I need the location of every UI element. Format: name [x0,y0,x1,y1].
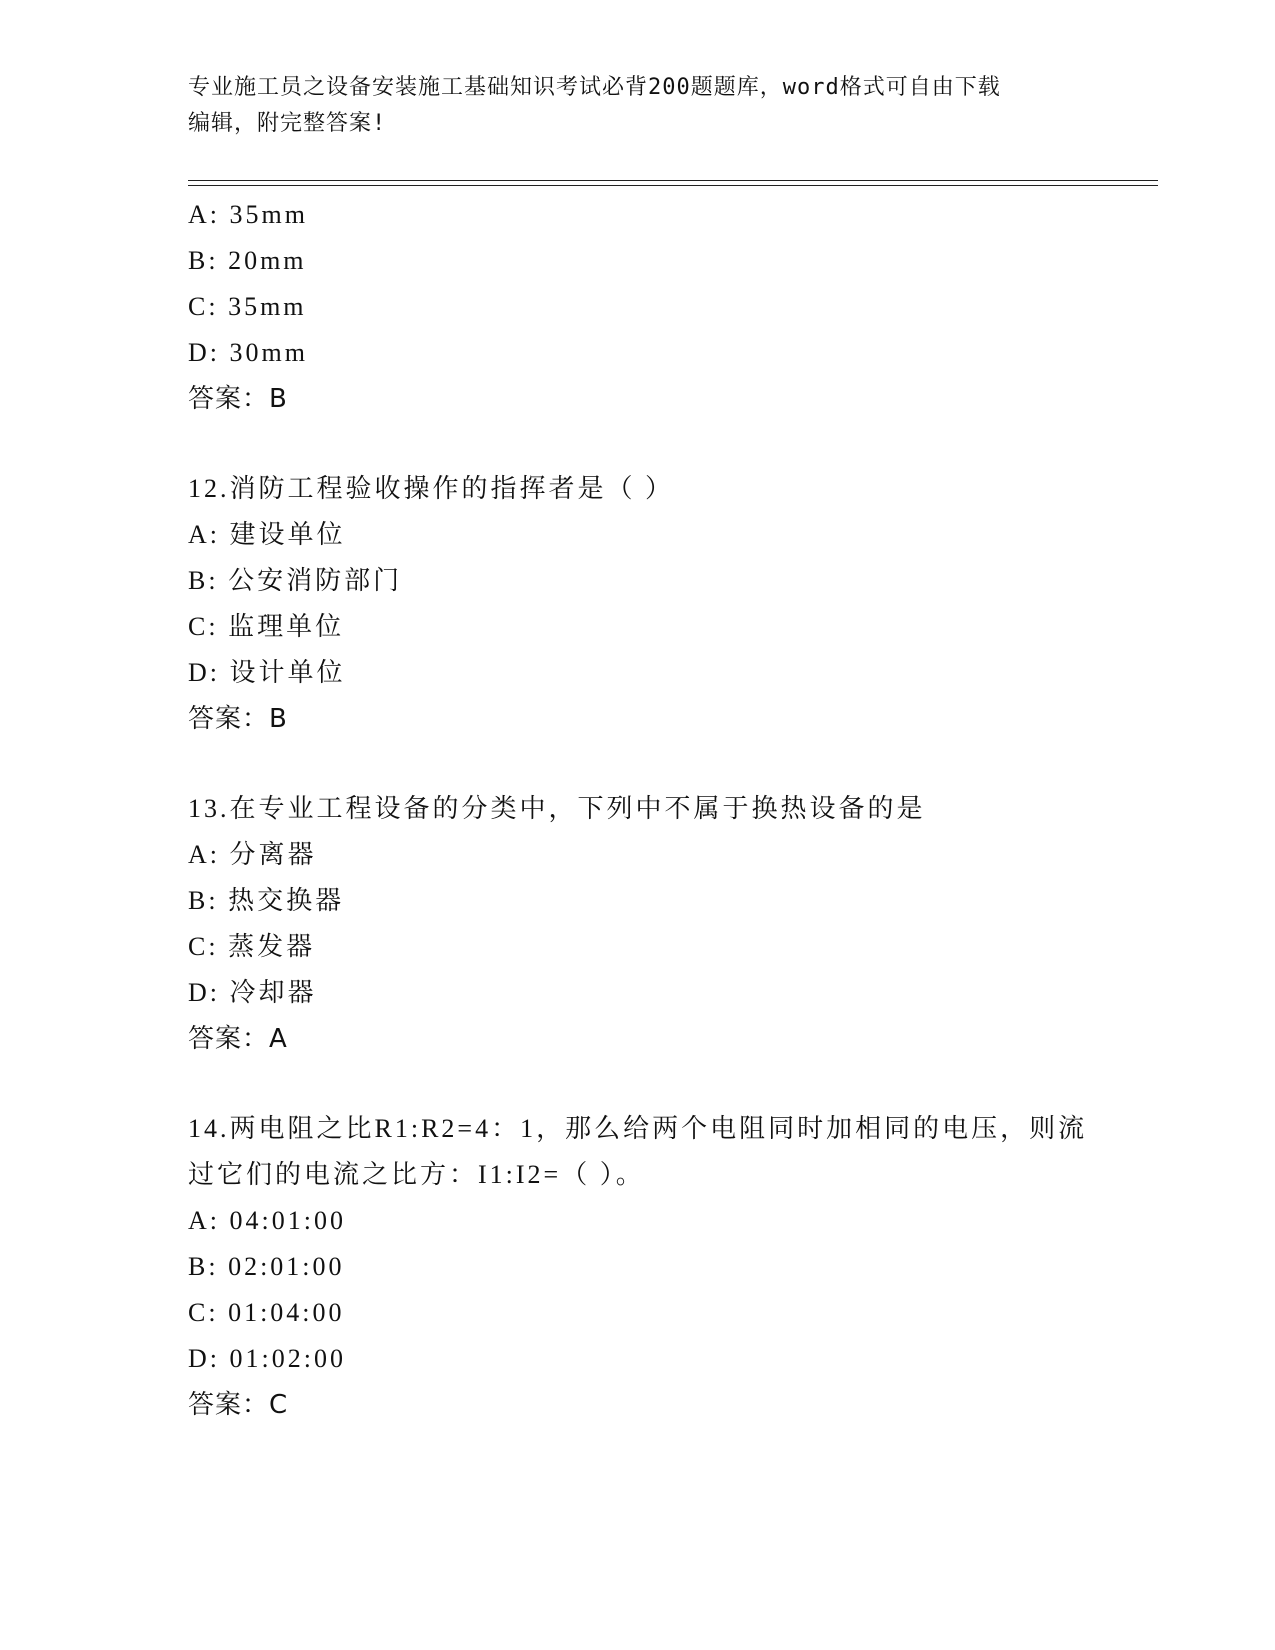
question-stem: 13.在专业工程设备的分类中，下列中不属于换热设备的是 [188,794,926,823]
header-divider-top [188,180,1158,181]
option-a: A: 35mm [188,200,308,229]
option-a: A: 04:01:00 [188,1206,346,1235]
option-b: B: 02:01:00 [188,1252,345,1281]
option-d: D: 30mm [188,338,308,367]
option-d: D: 冷却器 [188,978,317,1007]
option-c: C: 监理单位 [188,612,345,641]
answer-line: 答案：C [188,1390,289,1420]
option-b: B: 20mm [188,246,307,275]
header-divider-bottom [188,185,1158,186]
option-a: A: 建设单位 [188,520,346,549]
question-stem-line-1: 14.两电阻之比R1:R2=4：1，那么给两个电阻同时加相同的电压，则流 [188,1114,1088,1143]
option-c: C: 蒸发器 [188,932,316,961]
header-title-line-2: 编辑，附完整答案! [188,111,387,136]
question-block-14 [188,1106,1128,1428]
question-list [188,192,1128,1428]
option-c: C: 01:04:00 [188,1298,345,1327]
answer-line: 答案：B [188,384,288,414]
question-block-11 [188,192,1128,422]
question-stem-line-2: 过它们的电流之比方：I1:I2=（ ）。 [188,1160,645,1189]
option-d: D: 设计单位 [188,658,346,687]
option-d: D: 01:02:00 [188,1344,346,1373]
option-b: B: 热交换器 [188,886,345,915]
question-block-13 [188,786,1128,1062]
question-block-12 [188,466,1128,742]
document-header [188,70,1088,142]
answer-line: 答案：B [188,704,288,734]
option-c: C: 35mm [188,292,307,321]
header-title-line-1: 专业施工员之设备安装施工基础知识考试必背200题题库，word格式可自由下载 [188,75,1001,100]
option-a: A: 分离器 [188,840,317,869]
option-b: B: 公安消防部门 [188,566,403,595]
answer-line: 答案：A [188,1024,288,1054]
question-stem: 12.消防工程验收操作的指挥者是（ ） [188,474,675,503]
